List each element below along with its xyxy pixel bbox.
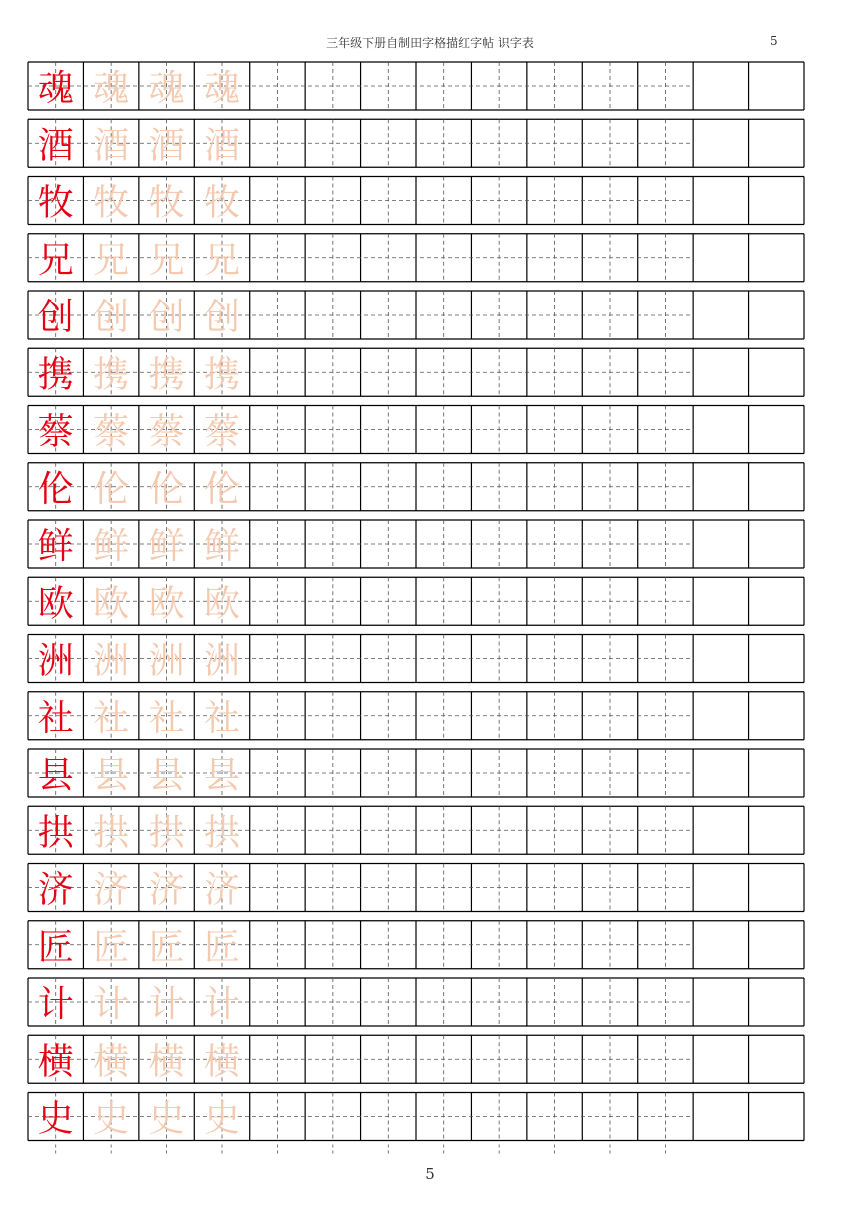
trace-character: 携 <box>148 354 185 396</box>
trace-character: 拱 <box>148 812 185 854</box>
trace-character: 酒 <box>93 125 130 167</box>
trace-character: 携 <box>93 354 130 396</box>
trace-character: 济 <box>148 869 185 911</box>
trace-character: 匠 <box>93 926 130 968</box>
trace-character: 魂 <box>148 68 185 109</box>
trace-character: 伦 <box>93 468 130 510</box>
trace-character: 拱 <box>93 812 130 854</box>
model-character: 牧 <box>37 182 74 224</box>
model-character: 县 <box>37 755 74 796</box>
footer-page-number: 5 <box>425 1165 435 1183</box>
model-character: 魂 <box>37 68 74 109</box>
model-character: 横 <box>37 1041 74 1083</box>
model-character: 欧 <box>37 583 74 625</box>
trace-character: 鲜 <box>203 526 241 567</box>
model-character: 蔡 <box>37 411 74 453</box>
trace-character: 县 <box>203 755 241 796</box>
trace-character: 鲜 <box>148 526 185 567</box>
trace-character: 横 <box>148 1041 185 1083</box>
trace-character: 济 <box>203 869 241 911</box>
trace-character: 兄 <box>203 239 241 281</box>
trace-character: 计 <box>148 984 185 1025</box>
trace-character: 魂 <box>93 68 130 109</box>
trace-character: 魂 <box>203 68 241 109</box>
page-header-title: 三年级下册自制田字格描红字帖 识字表 <box>326 36 534 50</box>
trace-character: 创 <box>148 297 185 338</box>
trace-character: 兄 <box>148 239 185 281</box>
trace-character: 伦 <box>148 468 185 510</box>
trace-character: 匠 <box>148 926 185 968</box>
trace-character: 社 <box>203 697 241 739</box>
trace-character: 济 <box>93 869 130 911</box>
trace-character: 兄 <box>93 239 130 281</box>
trace-character: 酒 <box>148 125 185 167</box>
model-character: 济 <box>37 869 74 911</box>
model-character: 洲 <box>37 640 74 682</box>
trace-character: 社 <box>93 697 130 739</box>
model-character: 匠 <box>37 926 74 968</box>
trace-character: 史 <box>203 1098 241 1140</box>
trace-character: 横 <box>93 1041 130 1083</box>
trace-character: 蔡 <box>203 411 241 453</box>
header-page-number: 5 <box>770 34 778 48</box>
trace-character: 匠 <box>203 926 241 968</box>
trace-character: 创 <box>203 297 241 338</box>
trace-character: 计 <box>93 984 130 1025</box>
trace-character: 伦 <box>203 468 241 510</box>
trace-character: 欧 <box>203 583 241 625</box>
trace-character: 洲 <box>148 640 185 682</box>
model-character: 携 <box>37 354 74 396</box>
trace-character: 县 <box>93 755 130 796</box>
trace-character: 社 <box>148 697 185 739</box>
model-character: 兄 <box>37 239 74 281</box>
trace-character: 欧 <box>93 583 130 625</box>
trace-character: 横 <box>203 1041 241 1083</box>
trace-character: 牧 <box>203 182 241 224</box>
trace-character: 酒 <box>203 125 241 167</box>
trace-character: 蔡 <box>93 411 130 453</box>
trace-character: 史 <box>148 1098 185 1140</box>
trace-character: 计 <box>203 984 241 1025</box>
trace-character: 县 <box>148 755 185 796</box>
model-character: 计 <box>37 984 74 1025</box>
trace-character: 蔡 <box>148 411 185 453</box>
trace-character: 洲 <box>93 640 130 682</box>
trace-character: 史 <box>93 1098 130 1140</box>
trace-character: 鲜 <box>93 526 130 567</box>
trace-character: 携 <box>203 354 241 396</box>
model-character: 鲜 <box>37 526 74 567</box>
trace-character: 创 <box>93 297 130 338</box>
trace-character: 拱 <box>203 812 241 854</box>
trace-character: 欧 <box>148 583 185 625</box>
model-character: 拱 <box>37 812 74 854</box>
trace-character: 牧 <box>148 182 185 224</box>
model-character: 创 <box>37 297 74 338</box>
trace-character: 牧 <box>93 182 130 224</box>
model-character: 史 <box>37 1098 74 1140</box>
model-character: 伦 <box>37 468 74 510</box>
model-character: 社 <box>37 697 74 739</box>
trace-character: 洲 <box>203 640 241 682</box>
model-character: 酒 <box>37 125 74 167</box>
